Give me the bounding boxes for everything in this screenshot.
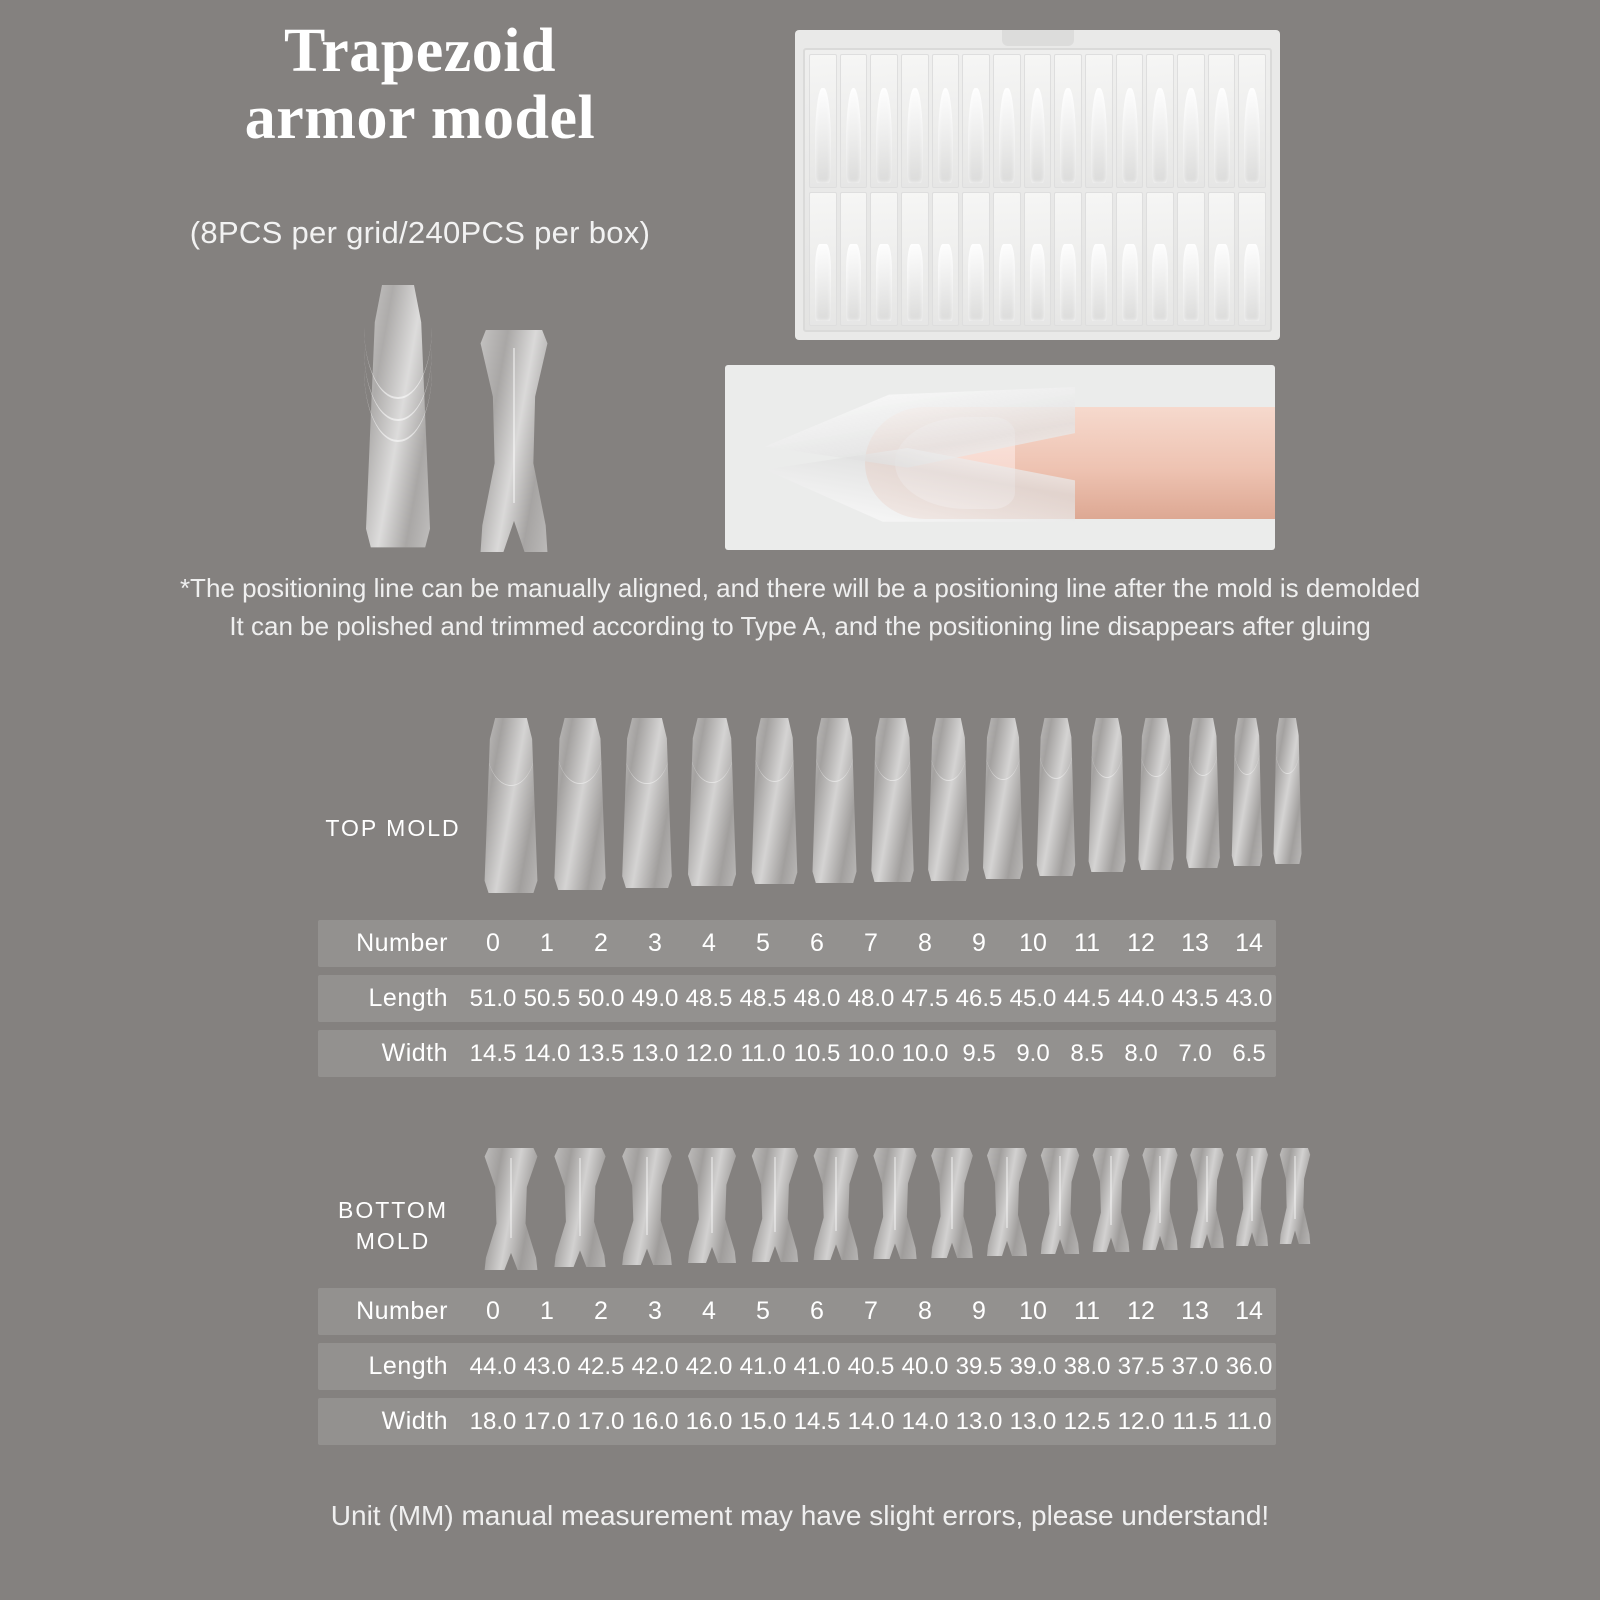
box-cell [1054,192,1082,326]
bottom-mold-tip [746,1148,804,1262]
bottom-mold-tip-seam [835,1157,837,1231]
cell: 42.5 [577,1352,625,1380]
box-cell [932,54,960,188]
row-cells [466,1297,1276,1326]
box-cell [1116,192,1144,326]
cell: 6.5 [1232,1039,1266,1067]
bottom-mold-tip [982,1148,1032,1256]
cell: 47.5 [901,984,949,1012]
bottom-mold-tip-seam [579,1158,581,1237]
box-cell [870,192,898,326]
box-cell [840,192,868,326]
cell: 13.0 [1009,1407,1057,1435]
cell: 7 [864,1297,878,1325]
cell: 40.0 [901,1352,949,1380]
cell: 7.0 [1178,1039,1212,1067]
top-mold-tip-arc [1139,739,1172,776]
bottom-mold-label-line-2: MOLD [355,1228,431,1255]
cell: 17.0 [577,1407,625,1435]
cell: 12.5 [1063,1407,1111,1435]
top-mold-label: TOP MOLD [325,815,461,841]
box-cell [1208,54,1236,188]
cell: 7 [864,929,878,957]
top-mold-tip [1032,718,1080,876]
cell: 37.0 [1171,1352,1219,1380]
cell: 6 [810,1297,824,1325]
box-tip [999,244,1015,321]
box-tip [1244,244,1260,321]
cell: 9 [972,1297,986,1325]
cell: 50.5 [523,984,571,1012]
cell: 12 [1127,1297,1155,1325]
sample-bottom-mold-seam [513,348,515,503]
box-cell [1238,54,1266,188]
top-mold-tip-arc [689,742,735,783]
top-mold-tip-arc [486,743,536,786]
top-mold-tip [978,718,1028,879]
box-cell [1054,54,1082,188]
title-line-1: Trapezoid [284,17,556,85]
bottom-mold-label-line-1: BOTTOM [338,1197,448,1223]
box-tip [1060,244,1076,321]
cell: 14.0 [847,1407,895,1435]
bottom-mold-tip [1088,1148,1134,1252]
cell: 13 [1181,1297,1209,1325]
cell: 12.0 [685,1039,733,1067]
box-tip [907,244,923,321]
row-cells [466,1353,1276,1381]
bottom-mold-spec-table [318,1288,1276,1453]
cell: 49.0 [631,984,679,1012]
box-cell [1177,192,1205,326]
top-mold-tip [746,718,803,884]
cell: 3 [648,1297,662,1325]
sample-bottom-mold-illustration [470,330,558,552]
box-cell [962,54,990,188]
cell: 14 [1235,1297,1263,1325]
top-mold-tip-arc [753,741,796,782]
box-tip [1152,88,1168,183]
box-tip [1214,244,1230,321]
cell: 14.0 [523,1039,571,1067]
bottom-mold-tip-seam [1206,1156,1208,1222]
bottom-mold-tip-seam [1159,1156,1161,1223]
box-cell [993,192,1021,326]
cell: 8.5 [1070,1039,1104,1067]
cell: 45.0 [1009,984,1057,1012]
box-tip [876,88,892,183]
top-mold-tip [682,718,742,886]
cell: 48.0 [793,984,841,1012]
cell: 36.0 [1225,1352,1273,1380]
box-tip [1244,88,1260,183]
bottom-mold-tip-seam [510,1158,512,1239]
cell: 10 [1019,929,1047,957]
box-cell [1024,192,1052,326]
cell: 12.0 [1117,1407,1165,1435]
bottom-mold-tip [1186,1148,1228,1248]
cell: 1 [540,929,554,957]
box-cell [870,54,898,188]
box-tip [1091,88,1107,183]
cell: 11 [1074,1297,1100,1325]
box-tip [968,88,984,183]
cell: 10.0 [847,1039,895,1067]
table-row [318,1398,1276,1445]
bottom-mold-tip [926,1148,978,1258]
top-mold-tip [1134,718,1178,870]
box-cell [1116,54,1144,188]
cell: 1 [540,1297,554,1325]
box-tip [1183,88,1199,183]
bottom-mold-tip [682,1148,742,1263]
row-header-number: Number [356,929,448,957]
box-cell [962,192,990,326]
top-mold-tip [1182,718,1224,868]
top-mold-tip-arc [623,742,670,784]
cell: 8.0 [1124,1039,1158,1067]
box-cell [901,192,929,326]
cell: 16.0 [631,1407,679,1435]
cell: 13.0 [631,1039,679,1067]
box-tip [1214,88,1230,183]
usage-note-line-2: It can be polished and trimmed according to Type A, and the positioning line disappears after gluing [229,610,1371,641]
bottom-mold-tip [1276,1148,1314,1244]
cell: 9.0 [1016,1039,1050,1067]
cell: 6 [810,929,824,957]
box-cell [1085,54,1113,188]
bottom-mold-tip-seam [711,1157,713,1233]
box-row-top [809,54,1266,188]
box-tip [1122,88,1138,183]
cell: 0 [486,1297,500,1325]
top-mold-tip-arc [1090,740,1125,778]
cell: 13.5 [577,1039,625,1067]
box-cell [1146,54,1174,188]
row-header-number: Number [356,1297,448,1325]
cell: 11.0 [1226,1407,1272,1435]
box-cell [809,192,837,326]
top-mold-tip [1270,718,1305,864]
top-mold-tip-arc [1274,738,1301,774]
box-cell [840,54,868,188]
top-mold-spec-table [318,920,1276,1085]
box-tray [803,48,1272,332]
box-tip [1030,88,1046,183]
bottom-mold-tip-seam [1251,1156,1253,1221]
cell: 43.0 [523,1352,571,1380]
box-cell [1146,192,1174,326]
measurement-disclaimer: Unit (MM) manual measurement may have slight errors, please understand! [330,1500,1270,1531]
top-mold-tip-arc [1187,739,1219,776]
box-tip [1122,244,1138,321]
box-cell [1085,192,1113,326]
table-row [318,1343,1276,1390]
box-tip [968,244,984,321]
cell: 17.0 [523,1407,571,1435]
cell: 9.5 [962,1039,996,1067]
box-tip [1030,244,1046,321]
cell: 10 [1019,1297,1047,1325]
cell: 13 [1181,929,1209,957]
top-mold-tip [1228,718,1266,866]
box-tip [999,88,1015,183]
bottom-mold-tip [808,1148,864,1260]
cell: 50.0 [577,984,625,1012]
cell: 10.5 [793,1039,841,1067]
cell: 40.5 [847,1352,895,1380]
box-tip [876,244,892,321]
top-mold-tip-arc [1233,739,1262,776]
table-row [318,975,1276,1022]
cell: 5 [756,1297,770,1325]
cell: 2 [594,929,608,957]
cell: 18.0 [469,1407,517,1435]
cell: 48.0 [847,984,895,1012]
cell: 14 [1235,929,1263,957]
cell: 2 [594,1297,608,1325]
box-cell [1024,54,1052,188]
bottom-mold-tip [548,1148,612,1267]
box-tip [846,244,862,321]
cell: 41.0 [739,1352,787,1380]
box-row-bottom [809,192,1266,326]
table-row [318,920,1276,967]
bottom-mold-tip-seam [1059,1156,1061,1226]
top-mold-tip-arc [814,741,856,782]
box-tip [815,244,831,321]
cell: 39.5 [955,1352,1003,1380]
box-cell [809,54,837,188]
bottom-mold-tip-seam [774,1157,776,1232]
box-cell [1208,192,1236,326]
finger-application-photo [725,365,1275,550]
cell: 14.5 [469,1039,517,1067]
cell: 38.0 [1063,1352,1111,1380]
top-mold-tip [866,718,919,882]
cell: 16.0 [685,1407,733,1435]
cell: 44.0 [469,1352,517,1380]
cell: 11.0 [740,1039,786,1067]
top-mold-tip [1084,718,1130,872]
top-mold-tip-arc [1038,740,1074,779]
top-mold-tip [807,718,862,883]
cell: 11.5 [1172,1407,1218,1435]
row-cells [466,1408,1276,1436]
row-cells [466,929,1276,958]
bottom-mold-tip-seam [951,1157,953,1230]
page-subtitle: (8PCS per grid/240PCS per box) [189,215,651,250]
top-mold-tip-arc [929,741,968,781]
cell: 10.0 [901,1039,949,1067]
top-mold-tip-arc [872,741,912,781]
bottom-mold-tip [616,1148,678,1265]
top-mold-tip [478,718,544,893]
box-cell [932,192,960,326]
box-tip [1183,244,1199,321]
bottom-mold-tip [1036,1148,1084,1254]
top-mold-tip-arc [556,742,605,784]
cell: 4 [702,1297,716,1325]
title-line-2: armor model [244,83,596,152]
box-tip [1152,244,1168,321]
cell: 43.5 [1171,984,1219,1012]
cell: 9 [972,929,986,957]
cell: 48.5 [739,984,787,1012]
product-box-photo [795,30,1280,340]
top-mold-tip [548,718,612,890]
cell: 8 [918,1297,932,1325]
bottom-mold-tip [1232,1148,1272,1246]
cell: 0 [486,929,500,957]
row-cells [466,985,1276,1013]
bottom-mold-tip [1138,1148,1182,1250]
cell: 41.0 [793,1352,841,1380]
sample-top-mold-illustration [358,285,438,550]
cell: 15.0 [739,1407,787,1435]
bottom-mold-tip-seam [646,1157,648,1234]
top-mold-tip-arc [984,741,1022,781]
box-tip [846,88,862,183]
box-tip [938,244,954,321]
cell: 44.5 [1063,984,1111,1012]
cell: 42.0 [685,1352,733,1380]
cell: 42.0 [631,1352,679,1380]
usage-notes [60,570,1540,645]
cell: 46.5 [955,984,1003,1012]
cell: 37.5 [1117,1352,1165,1380]
box-lid-tab [1002,30,1074,46]
row-header-width: Width [381,1407,448,1435]
box-cell [1177,54,1205,188]
row-header-length: Length [368,984,448,1012]
box-tip [1091,244,1107,321]
table-row [318,1030,1276,1077]
cell: 5 [756,929,770,957]
table-row [318,1288,1276,1335]
cell: 8 [918,929,932,957]
box-cell [1238,192,1266,326]
bottom-mold-size-row [478,1148,1318,1270]
box-tip [907,88,923,183]
cell: 44.0 [1117,984,1165,1012]
page-title [110,18,730,152]
box-cell [993,54,1021,188]
top-mold-tip [616,718,678,888]
box-tip [938,88,954,183]
row-cells [466,1040,1276,1068]
box-cell [901,54,929,188]
box-tip [815,88,831,183]
cell: 14.0 [901,1407,949,1435]
cell: 13.0 [955,1407,1003,1435]
bottom-mold-tip-seam [894,1157,896,1230]
top-mold-tip [923,718,974,881]
bottom-mold-label [318,1195,468,1257]
box-tip [1060,88,1076,183]
cell: 11 [1074,929,1100,957]
cell: 14.5 [793,1407,841,1435]
cell: 43.0 [1225,984,1273,1012]
bottom-mold-tip [478,1148,544,1270]
cell: 4 [702,929,716,957]
bottom-mold-tip-seam [1110,1156,1112,1225]
cell: 3 [648,929,662,957]
top-mold-size-row [478,718,1309,893]
bottom-mold-tip-seam [1006,1157,1008,1228]
row-header-width: Width [381,1039,448,1067]
bottom-mold-tip-seam [1294,1156,1296,1219]
bottom-mold-tip [868,1148,922,1259]
usage-note-line-1: *The positioning line can be manually aligned, and there will be a positioning line after the mold is demolded [179,573,1421,603]
cell: 51.0 [469,984,517,1012]
cell: 12 [1127,929,1155,957]
cell: 39.0 [1009,1352,1057,1380]
cell: 48.5 [685,984,733,1012]
row-header-length: Length [368,1352,448,1380]
